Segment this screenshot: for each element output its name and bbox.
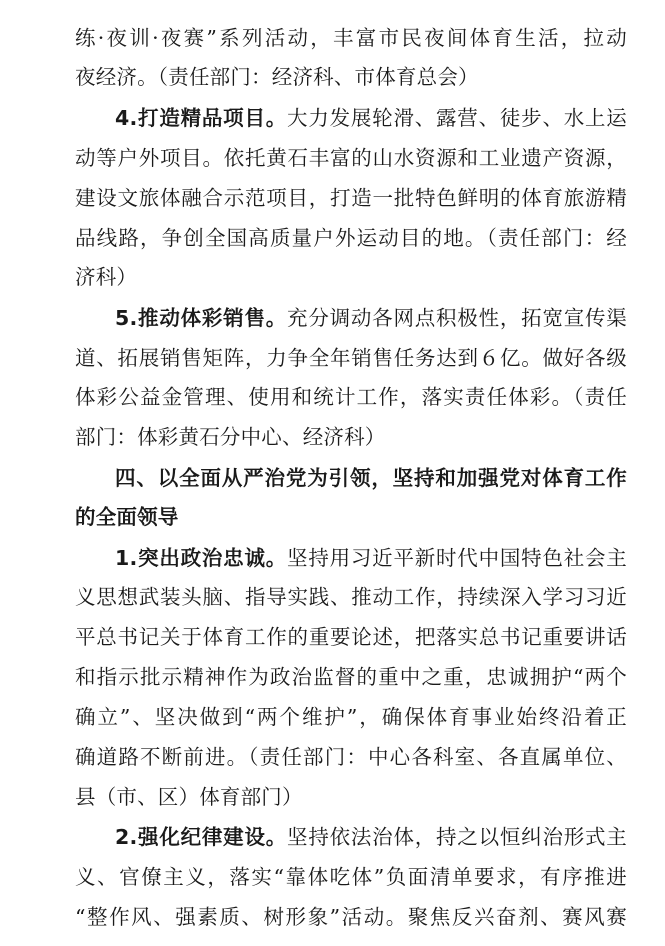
item-text: 充分调动各网点积极性，拓宽宣传渠 [287,306,627,330]
paragraph-line: 和指示批示精神作为政治监督的重中之重，忠诚拥护“两个 [75,665,627,689]
paragraph-line: 练·夜训·夜赛”系列活动，丰富市民夜间体育生活，拉动 [75,26,627,50]
item-text: 坚持用习近平新时代中国特色社会主 [287,546,627,570]
paragraph-line: 品线路，争创全国高质量户外运动目的地。（责任部门：经 [75,226,627,250]
item-text: 大力发展轮滑、露营、徒步、水上运 [287,106,627,130]
paragraph-line: 体彩公益金管理、使用和统计工作，落实责任体彩。（责任 [75,385,627,409]
section-heading: 四、以全面从严治党为引领，坚持和加强党对体育工作 [115,466,627,490]
item-heading: 2.强化纪律建设。 [115,825,288,849]
paragraph-line: 县（市、区）体育部门） [75,785,303,809]
paragraph-line [115,98,627,138]
paragraph-line: 平总书记关于体育工作的重要论述，把落实总书记重要讲话 [75,625,627,649]
item-heading: 4.打造精品项目。 [115,106,288,130]
paragraph-line: 义、官僚主义，落实“靠体吃体”负面清单要求，有序推进 [75,865,627,889]
item-heading: 1.突出政治忠诚。 [115,546,288,570]
section-heading: 的全面领导 [75,505,179,529]
paragraph-line: 部门：体彩黄石分中心、经济科） [75,425,386,449]
paragraph-line: “整作风、强素质、树形象”活动。聚焦反兴奋剂、赛风赛 [75,905,627,929]
item-text: 坚持依法治体，持之以恒纠治形式主 [287,825,627,849]
paragraph-line: 确道路不断前进。（责任部门：中心各科室、各直属单位、 [75,745,627,769]
paragraph-line: 建设文旅体融合示范项目，打造一批特色鲜明的体育旅游精 [75,186,627,210]
paragraph-line [115,817,627,857]
paragraph-line: 夜经济。（责任部门：经济科、市体育总会） [75,65,479,89]
paragraph-line: 道、拓展销售矩阵，力争全年销售任务达到６亿。做好各级 [75,346,627,370]
paragraph-line: 义思想武装头脑、指导实践、推动工作，持续深入学习习近 [75,585,627,609]
paragraph-line: 济科） [75,265,138,289]
paragraph-line: 确立”、坚决做到“两个维护”，确保体育事业始终沿着正 [75,705,627,729]
paragraph-line [115,298,627,338]
paragraph-line: 动等户外项目。依托黄石丰富的山水资源和工业遗产资源， [75,146,627,170]
paragraph-line [115,538,627,578]
item-heading: 5.推动体彩销售。 [115,306,288,330]
